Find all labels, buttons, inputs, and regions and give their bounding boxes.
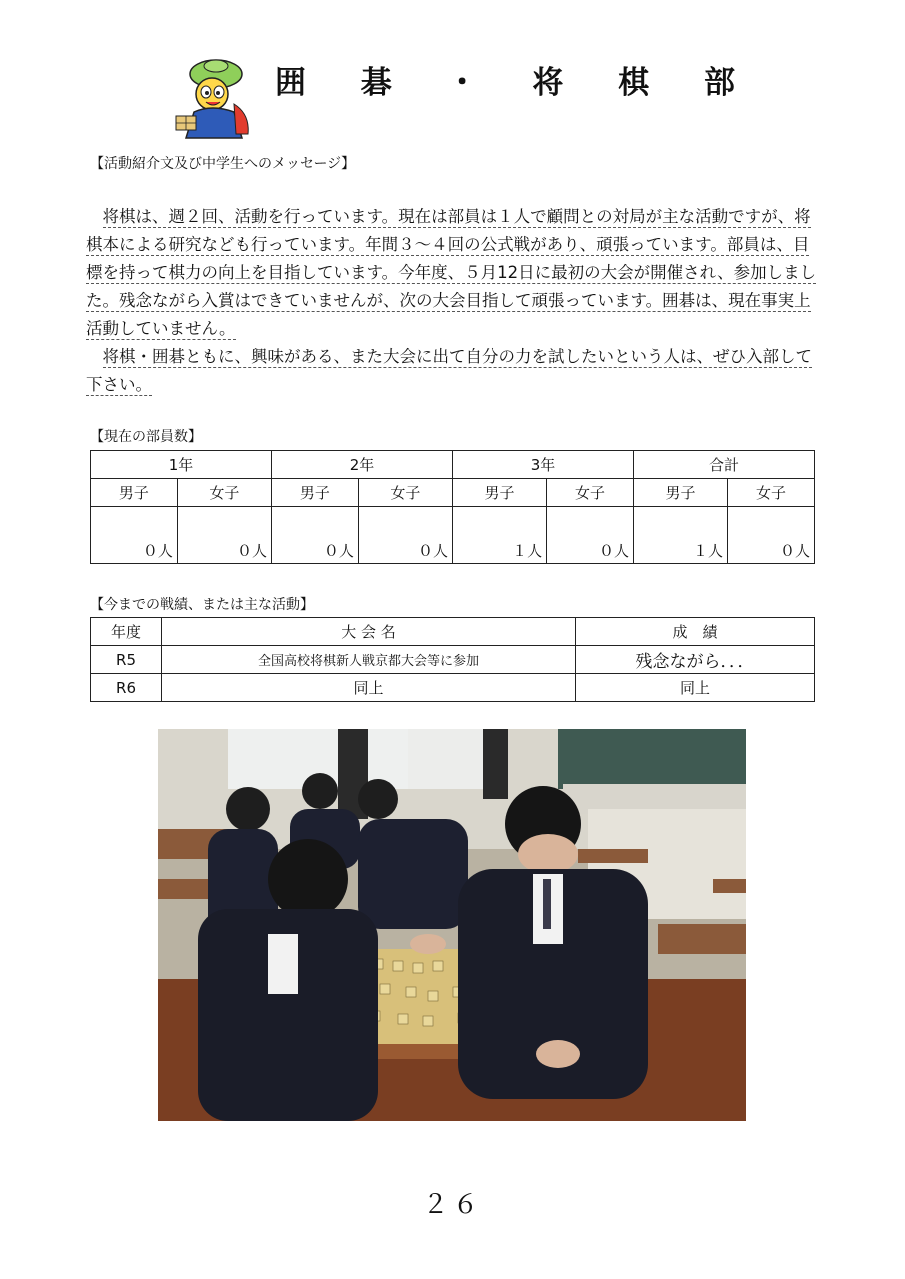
- member-count: ０人: [547, 507, 634, 564]
- club-photo: [158, 729, 746, 1121]
- page-title: 囲 碁 ・ 将 棋 部: [275, 65, 757, 101]
- sub-header: 女子: [177, 479, 271, 507]
- group-header: 2年: [271, 451, 452, 479]
- results-header-year: 年度: [91, 618, 162, 646]
- intro-paragraph-2: 将棋・囲碁ともに、興味がある、また大会に出て自分の力を試したいという人は、ぜひ入部して下さい。: [86, 347, 812, 394]
- member-count: １人: [452, 507, 546, 564]
- member-count: ０人: [271, 507, 358, 564]
- results-label: 【今までの戦績、または主な活動】: [90, 597, 314, 613]
- sub-header: 女子: [728, 479, 815, 507]
- mascot-illustration: [172, 54, 254, 140]
- group-header: 1年: [91, 451, 272, 479]
- members-table: [90, 450, 815, 564]
- sub-header: 男子: [91, 479, 178, 507]
- member-count: ０人: [728, 507, 815, 564]
- intro-paragraph-1: 将棋は、週２回、活動を行っています。現在は部員は１人で顧問との対局が主な活動ですが、将棋本による研究なども行っています。年間３～４回の公式戦があり、頑張っています。部員は、目標を持って棋力の向上を目指しています。今年度、５月12日に最初の大会が開催され、参加しました。残念ながら入賞はできていませんが、次の大会目指して頑張っています。囲碁は、現在事実上活動していません。: [86, 207, 817, 338]
- sub-header: 男子: [271, 479, 358, 507]
- member-count: ０人: [358, 507, 452, 564]
- results-table: [90, 617, 815, 702]
- result-year: R5: [91, 646, 162, 674]
- result-event: 全国高校将棋新人戦京都大会等に参加: [162, 646, 576, 674]
- intro-label: 【活動紹介文及び中学生へのメッセージ】: [90, 156, 356, 172]
- sub-header: 女子: [547, 479, 634, 507]
- sub-header: 男子: [633, 479, 727, 507]
- group-header: 合計: [633, 451, 814, 479]
- intro-body: [86, 203, 821, 399]
- member-count: １人: [633, 507, 727, 564]
- member-count: ０人: [91, 507, 178, 564]
- result-year: R6: [91, 674, 162, 702]
- sub-header: 男子: [452, 479, 546, 507]
- results-header-result: 成 績: [576, 618, 815, 646]
- result-event: 同上: [162, 674, 576, 702]
- result-outcome: 同上: [576, 674, 815, 702]
- page-number: ２６: [422, 1190, 483, 1220]
- results-header-event: 大 会 名: [162, 618, 576, 646]
- group-header: 3年: [452, 451, 633, 479]
- sub-header: 女子: [358, 479, 452, 507]
- result-outcome: 残念ながら．．．: [576, 646, 815, 674]
- member-count: ０人: [177, 507, 271, 564]
- members-label: 【現在の部員数】: [90, 429, 202, 445]
